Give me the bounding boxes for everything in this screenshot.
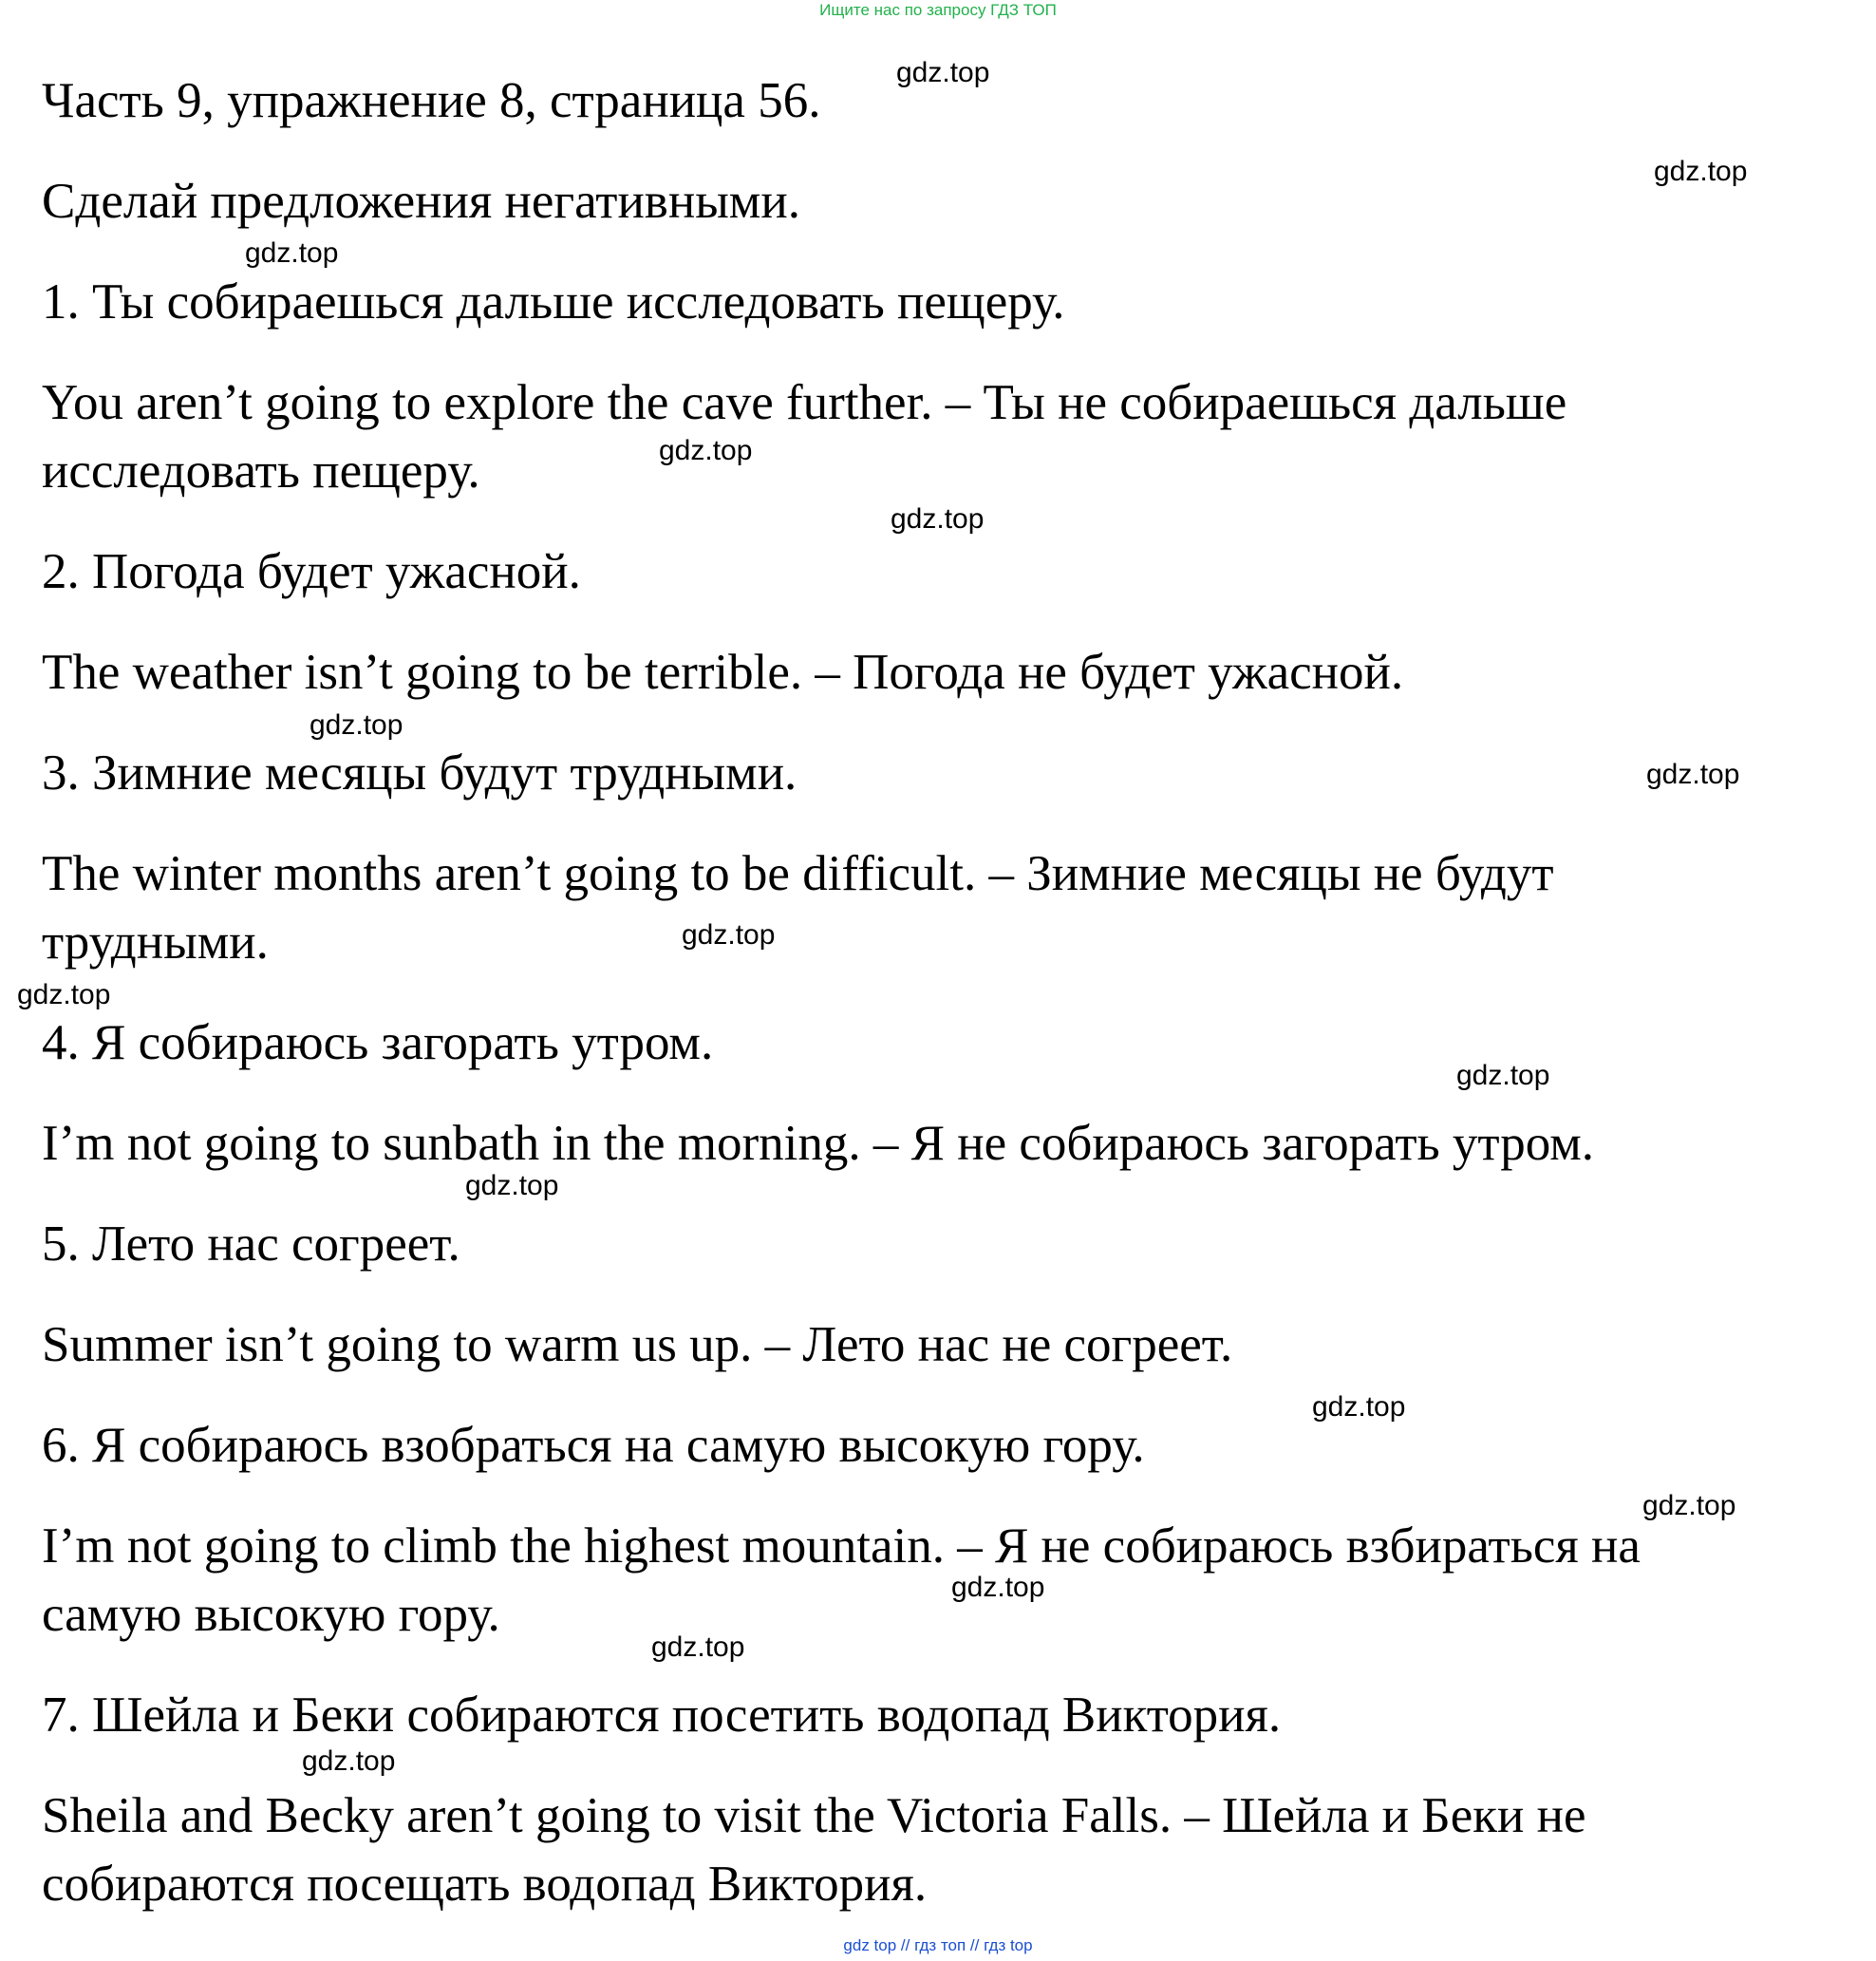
task-6-russian: 6. Я собираюсь взобраться на самую высокую гору.	[42, 1418, 1145, 1473]
watermark: gdz.top	[1312, 1391, 1406, 1423]
task-2-russian: 2. Погода будет ужасной.	[42, 544, 581, 599]
watermark: gdz.top	[682, 919, 776, 951]
watermark: gdz.top	[896, 57, 990, 88]
task-1-answer-line-2: исследовать пещеру.	[42, 443, 480, 499]
top-banner[interactable]: Ищите нас по запросу ГДЗ ТОП	[819, 1, 1057, 19]
watermark: gdz.top	[659, 435, 753, 466]
watermark: gdz.top	[651, 1631, 745, 1663]
watermark: gdz.top	[245, 237, 339, 269]
watermark: gdz.top	[465, 1170, 559, 1201]
watermark: gdz.top	[302, 1745, 396, 1777]
task-5-russian: 5. Лето нас согреет.	[42, 1216, 460, 1272]
task-4-russian: 4. Я собираюсь загорать утром.	[42, 1015, 714, 1070]
task-7-answer-line-2: собираются посещать водопад Виктория.	[42, 1857, 928, 1912]
watermark: gdz.top	[951, 1572, 1045, 1603]
watermark: gdz.top	[891, 503, 985, 535]
task-6-answer-line-2: самую высокую гору.	[42, 1587, 500, 1642]
watermark: gdz.top	[1456, 1060, 1550, 1091]
task-7-answer-line-1: Sheila and Becky aren’t going to visit the Victoria Falls. – Шейла и Беки не	[42, 1788, 1586, 1843]
watermark: gdz.top	[310, 709, 403, 741]
task-4-answer: I’m not going to sunbath in the morning. – Я не собираюсь загорать утром.	[42, 1116, 1595, 1171]
task-7-russian: 7. Шейла и Беки собираются посетить водопад Виктория.	[42, 1688, 1282, 1743]
task-2-answer: The weather isn’t going to be terrible. – Погода не будет ужасной.	[42, 645, 1404, 700]
watermark: gdz.top	[1646, 759, 1740, 790]
watermark: gdz.top	[17, 979, 111, 1010]
task-3-russian: 3. Зимние месяцы будут трудными.	[42, 745, 797, 801]
page-heading: Часть 9, упражнение 8, страница 56.	[42, 73, 821, 128]
watermark: gdz.top	[1642, 1490, 1736, 1521]
task-1-russian: 1. Ты собираешься дальше исследовать пещеру.	[42, 274, 1065, 330]
instruction: Сделай предложения негативными.	[42, 174, 800, 229]
task-5-answer: Summer isn’t going to warm us up. – Лето нас не согреет.	[42, 1317, 1233, 1372]
watermark: gdz.top	[1654, 156, 1748, 187]
task-6-answer-line-1: I’m not going to climb the highest mountain. – Я не собираюсь взбираться на	[42, 1518, 1641, 1574]
task-1-answer-line-1: You aren’t going to explore the cave further. – Ты не собираешься дальше	[42, 375, 1567, 430]
bottom-banner[interactable]: gdz top // гдз топ // гдз top	[843, 1936, 1033, 1954]
task-3-answer-line-1: The winter months aren’t going to be difficult. – Зимние месяцы не будут	[42, 846, 1554, 901]
task-3-answer-line-2: трудными.	[42, 915, 269, 970]
